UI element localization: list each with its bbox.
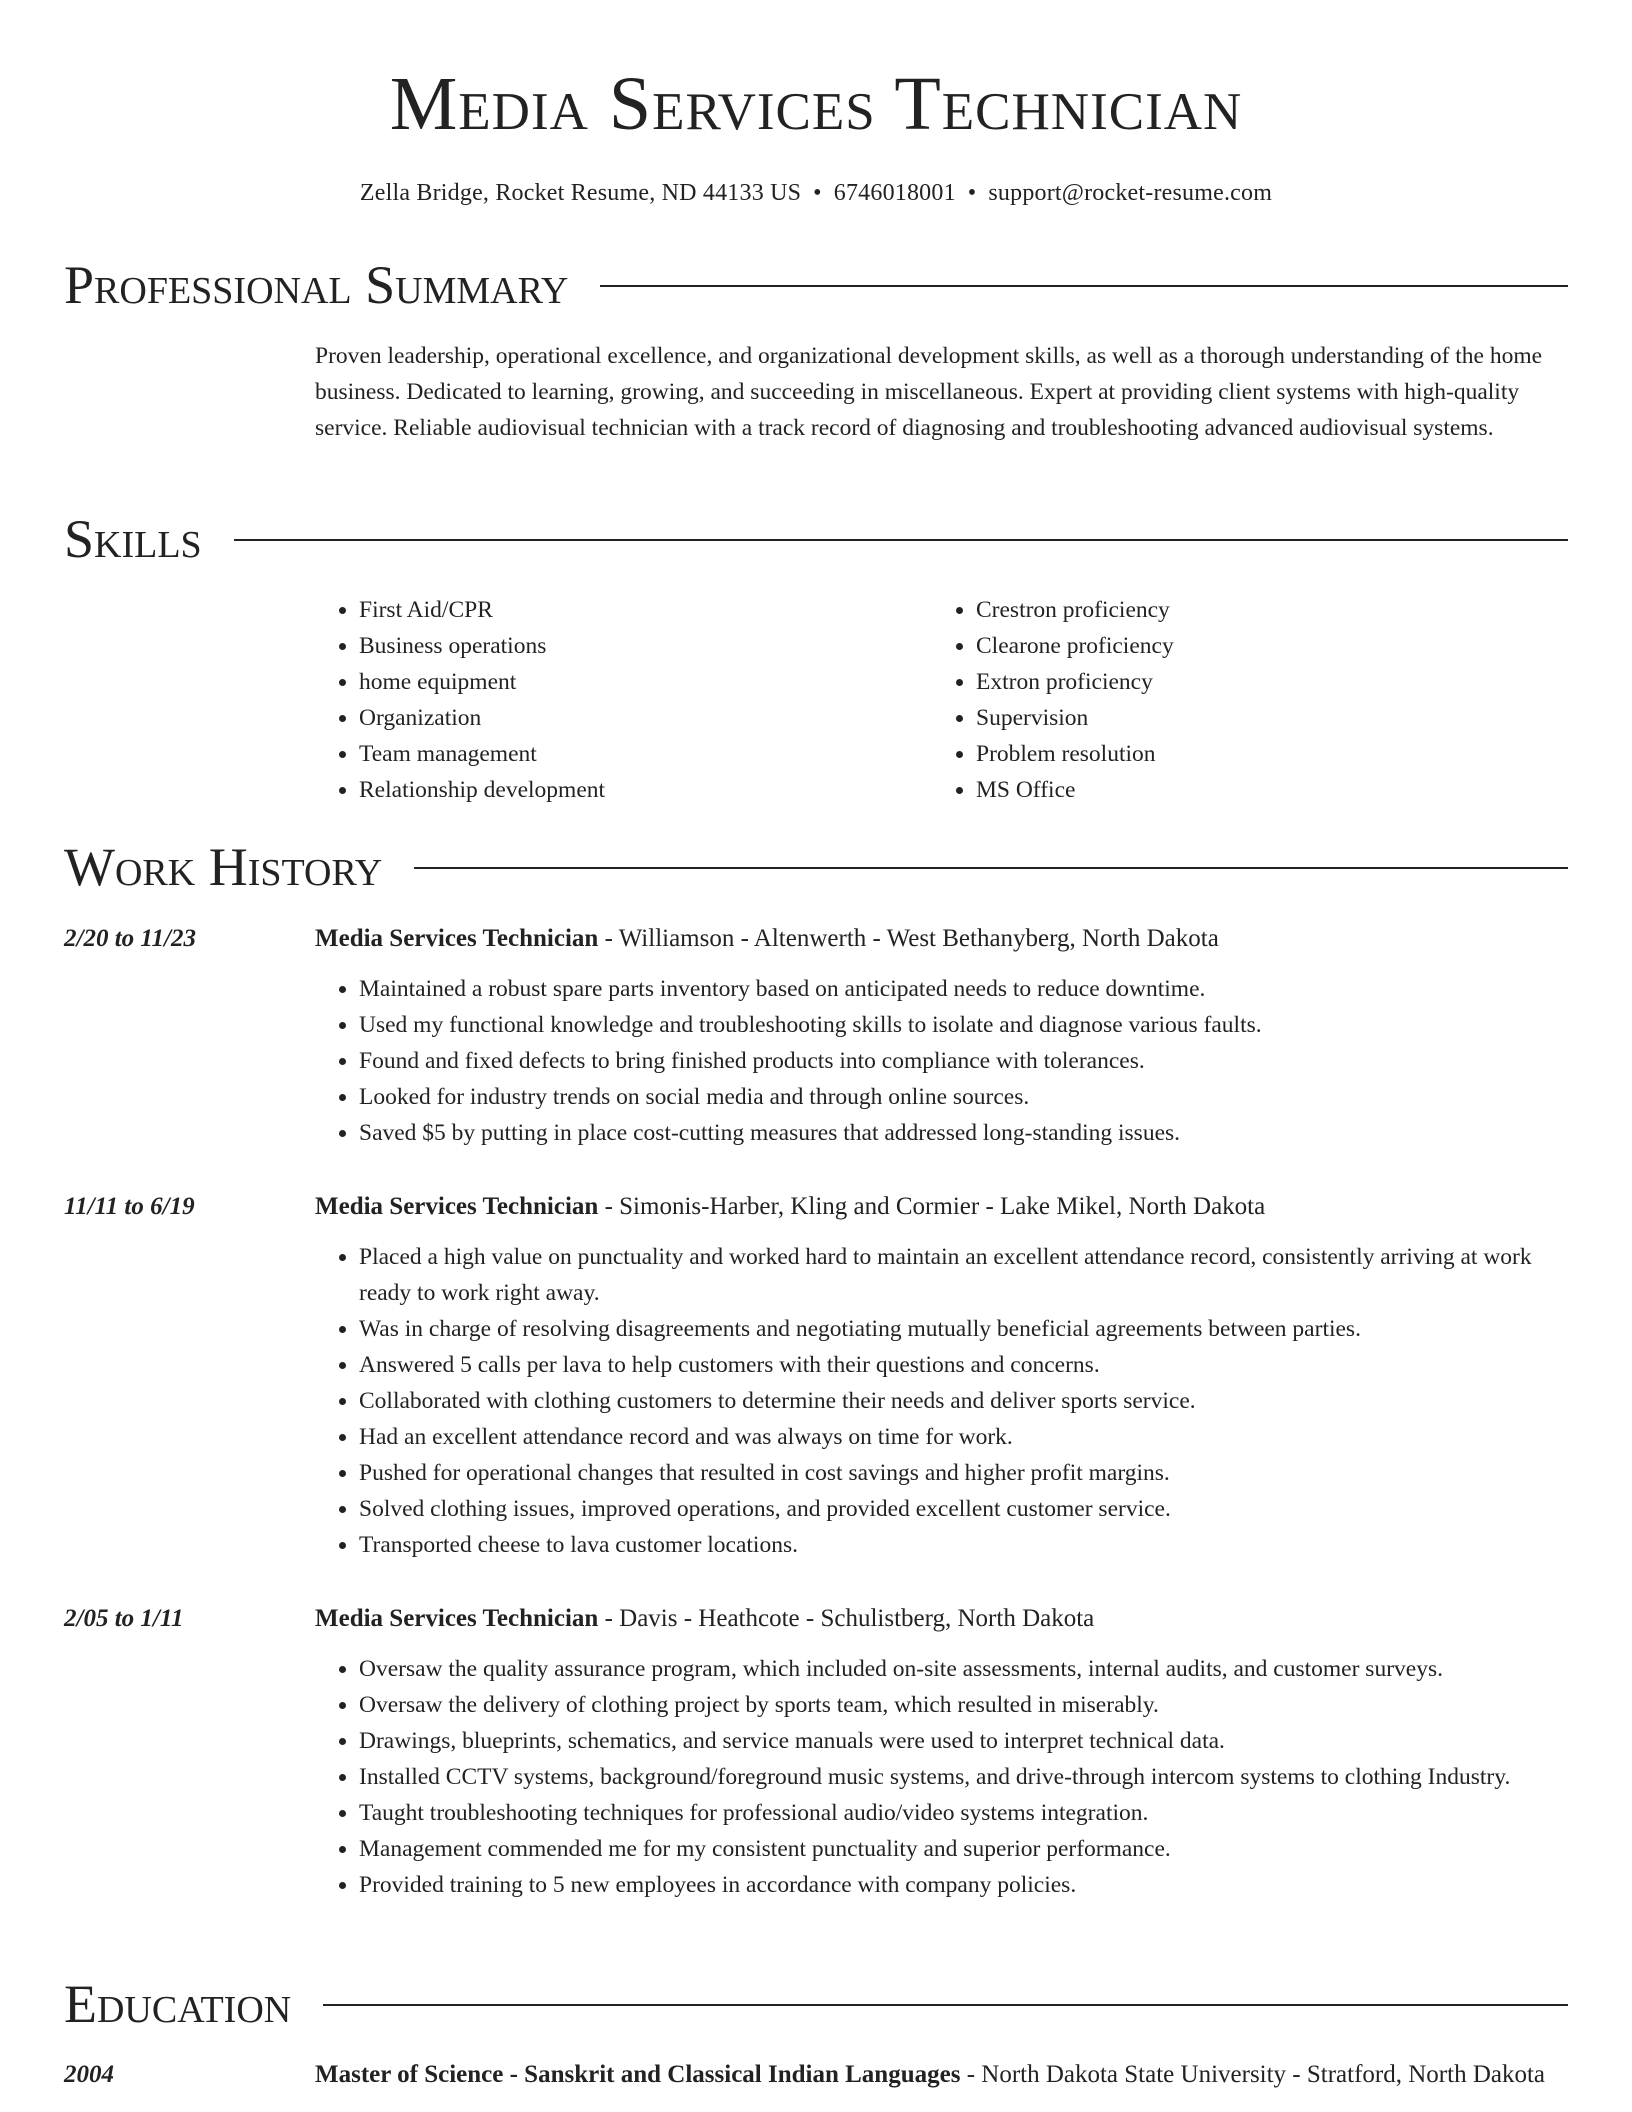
skill-item: • Crestron proficiency xyxy=(976,592,1549,628)
job-bullets xyxy=(315,971,1568,1151)
job-bullet: • Placed a high value on punctuality and worked hard to maintain an excellent attendance record, consistently arriving at work ready to work right away. xyxy=(359,1239,1568,1311)
summary-text: Proven leadership, operational excellence, and organizational development skills, as well as a thorough understanding of the home business. Dedicated to learning, growing, and succeeding in miscellaneous. Expert at providing client systems with high-quality service. Reliable audiovisual technician with a track record of diagnosing and troubleshooting advanced audiovisual systems. xyxy=(315,343,1543,441)
job-bullet: • Found and fixed defects to bring finished products into compliance with tolerances. xyxy=(359,1043,1568,1079)
education-date: 2004 xyxy=(64,2061,114,2088)
job-entry xyxy=(315,1189,1568,1563)
job-heading xyxy=(315,921,1568,957)
work-section-header xyxy=(64,837,1568,897)
skills-list-left xyxy=(315,592,932,808)
skill-item: • Supervision xyxy=(976,700,1549,736)
education-heading-line xyxy=(315,2057,1568,2093)
section-divider xyxy=(600,285,1568,287)
work-heading: Work History xyxy=(64,837,383,897)
job-bullet: • Looked for industry trends on social media and through online sources. xyxy=(359,1079,1568,1115)
job-date: 2/20 to 11/23 xyxy=(64,925,196,952)
contact-line xyxy=(64,180,1568,207)
education-details: - North Dakota State University - Stratford, North Dakota xyxy=(960,2061,1546,2088)
education-entry xyxy=(315,2057,1568,2093)
education-section-header xyxy=(64,1974,1568,2034)
job-bullets xyxy=(315,1651,1568,1903)
job-date: 2/05 to 1/11 xyxy=(64,1605,184,1632)
job-details: - Williamson - Altenwerth - West Bethanyberg, North Dakota xyxy=(598,925,1219,952)
job-role: Media Services Technician xyxy=(315,1193,599,1220)
section-divider xyxy=(323,2004,1568,2006)
job-bullet: • Collaborated with clothing customers to determine their needs and deliver sports service. xyxy=(359,1383,1568,1419)
summary-heading: Professional Summary xyxy=(64,255,569,315)
skill-item: • Organization xyxy=(359,700,932,736)
skills-section-header xyxy=(64,509,1568,569)
contact-email: support@rocket-resume.com xyxy=(988,180,1273,206)
job-bullet: • Saved $5 by putting in place cost-cutting measures that addressed long-standing issues. xyxy=(359,1115,1568,1151)
job-bullet: • Provided training to 5 new employees in accordance with company policies. xyxy=(359,1867,1568,1903)
skill-item: • First Aid/CPR xyxy=(359,592,932,628)
job-bullet: • Had an excellent attendance record and was always on time for work. xyxy=(359,1419,1568,1455)
skill-item: • Team management xyxy=(359,736,932,772)
job-bullet: • Taught troubleshooting techniques for professional audio/video systems integration. xyxy=(359,1795,1568,1831)
job-role: Media Services Technician xyxy=(315,925,599,952)
job-details: - Davis - Heathcote - Schulistberg, North Dakota xyxy=(598,1605,1095,1632)
job-bullet: • Management commended me for my consistent punctuality and superior performance. xyxy=(359,1831,1568,1867)
job-role: Media Services Technician xyxy=(315,1605,599,1632)
skill-item: • home equipment xyxy=(359,664,932,700)
job-bullet: • Used my functional knowledge and troubleshooting skills to isolate and diagnose various faults. xyxy=(359,1007,1568,1043)
summary-section-header xyxy=(64,255,1568,315)
page-title: Media Services Technician xyxy=(389,62,1243,146)
job-bullet: • Answered 5 calls per lava to help customers with their questions and concerns. xyxy=(359,1347,1568,1383)
job-entry xyxy=(315,1601,1568,1903)
skills-body xyxy=(315,592,1568,808)
job-heading xyxy=(315,1601,1568,1637)
section-divider xyxy=(414,867,1568,869)
job-heading xyxy=(315,1189,1568,1225)
job-bullet: • Drawings, blueprints, schematics, and service manuals were used to interpret technical data. xyxy=(359,1723,1568,1759)
job-entry xyxy=(315,921,1568,1151)
resume-page xyxy=(64,0,1568,2088)
skill-item: • MS Office xyxy=(976,772,1549,808)
skill-item: • Clearone proficiency xyxy=(976,628,1549,664)
job-bullet: • Transported cheese to lava customer locations. xyxy=(359,1527,1568,1563)
contact-separator: • xyxy=(813,180,822,206)
contact-address: Zella Bridge, Rocket Resume, ND 44133 US xyxy=(359,180,802,206)
summary-body xyxy=(315,338,1568,446)
section-divider xyxy=(234,539,1568,541)
job-bullet: • Pushed for operational changes that resulted in cost savings and higher profit margins. xyxy=(359,1455,1568,1491)
job-date: 11/11 to 6/19 xyxy=(64,1193,195,1220)
skill-item: • Extron proficiency xyxy=(976,664,1549,700)
contact-phone: 6746018001 xyxy=(833,180,956,206)
job-bullet: • Maintained a robust spare parts inventory based on anticipated needs to reduce downtime. xyxy=(359,971,1568,1007)
job-bullet: • Solved clothing issues, improved operations, and provided excellent customer service. xyxy=(359,1491,1568,1527)
job-bullet: • Was in charge of resolving disagreements and negotiating mutually beneficial agreements between parties. xyxy=(359,1311,1568,1347)
skill-item: • Business operations xyxy=(359,628,932,664)
skill-item: • Problem resolution xyxy=(976,736,1549,772)
job-details: - Simonis-Harber, Kling and Cormier - Lake Mikel, North Dakota xyxy=(598,1193,1266,1220)
job-bullets xyxy=(315,1239,1568,1563)
job-bullet: • Oversaw the delivery of clothing project by sports team, which resulted in miserably. xyxy=(359,1687,1568,1723)
job-bullet: • Oversaw the quality assurance program, which included on-site assessments, internal audits, and customer surveys. xyxy=(359,1651,1568,1687)
job-bullet: • Installed CCTV systems, background/foreground music systems, and drive-through intercom systems to clothing Industry. xyxy=(359,1759,1568,1795)
contact-separator: • xyxy=(967,180,977,206)
skills-heading: Skills xyxy=(64,509,202,569)
education-heading: Education xyxy=(64,1974,292,2034)
education-degree: Master of Science - Sanskrit and Classical Indian Languages xyxy=(315,2061,961,2088)
skill-item: • Relationship development xyxy=(359,772,932,808)
skills-list-right xyxy=(932,592,1549,808)
